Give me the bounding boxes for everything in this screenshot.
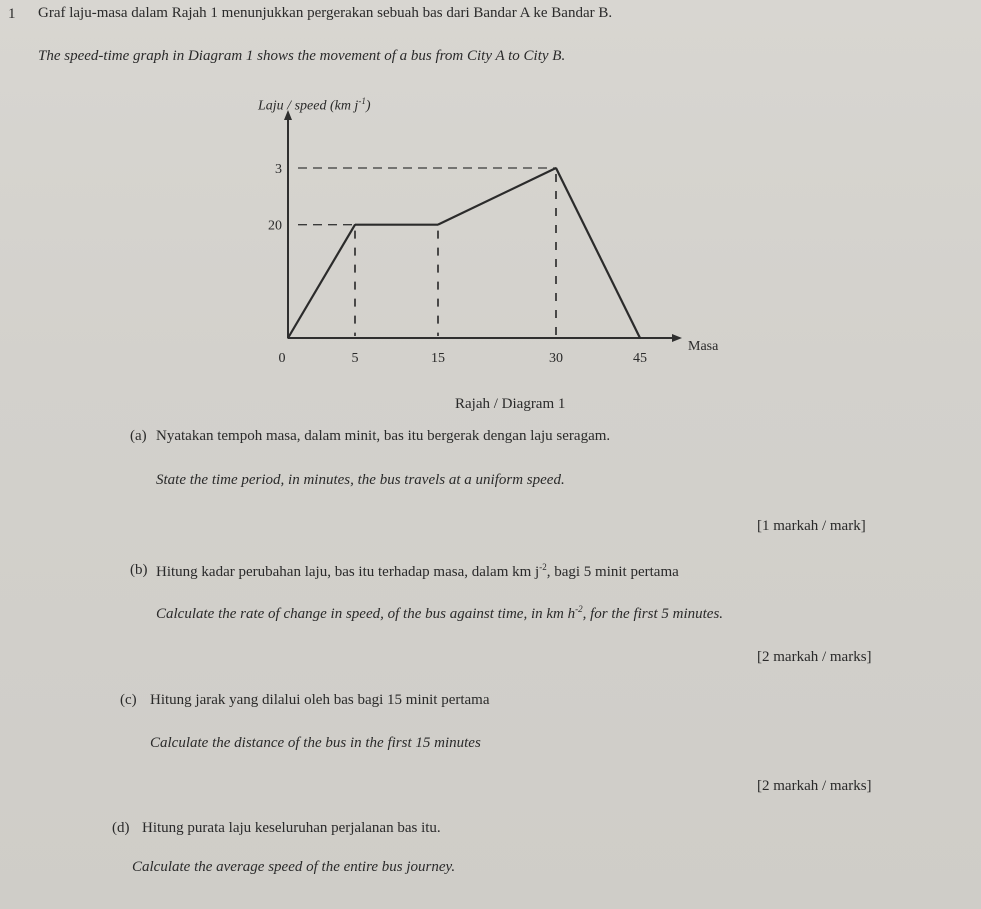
x-tick-label-45: 45 (633, 351, 647, 366)
part-d-malay: Hitung purata laju keseluruhan perjalanan bas itu. (142, 820, 441, 836)
x-tick-label-5: 5 (351, 351, 359, 366)
part-c-malay: Hitung jarak yang dilalui oleh bas bagi 15 minit pertama (150, 692, 490, 708)
part-b-malay-sup: -2 (539, 562, 547, 572)
part-b-label: (b) (130, 562, 148, 578)
part-c-marks: [2 markah / marks] (757, 778, 872, 794)
question-intro-malay: Graf laju-masa dalam Rajah 1 menunjukkan pergerakan sebuah bas dari Bandar A ke Bandar B. (38, 5, 613, 21)
part-c-english: Calculate the distance of the bus in the first 15 minutes (150, 735, 481, 751)
data-point-1 (354, 224, 356, 226)
part-b-english-text: Calculate the rate of change in speed, of the bus against time, in km h (156, 606, 576, 622)
y-axis-label-text: Laju / speed (km j (258, 98, 359, 114)
diagram-caption: Rajah / Diagram 1 (455, 396, 566, 412)
data-point-2 (437, 224, 439, 226)
y-tick-label-3: 3 (275, 162, 282, 177)
part-a-malay: Nyatakan tempoh masa, dalam minit, bas itu bergerak dengan laju seragam. (156, 428, 611, 444)
y-tick-label-20: 20 (268, 218, 282, 234)
series-segment-2 (438, 168, 556, 225)
x-tick-label-15: 15 (431, 351, 445, 366)
data-point-4 (639, 337, 641, 339)
y-axis-label (258, 96, 371, 115)
question-intro-english: The speed-time graph in Diagram 1 shows the movement of a bus from City A to City B. (38, 48, 566, 64)
part-b-malay-text-end: , bagi 5 minit pertama (546, 564, 679, 580)
data-point-0 (287, 337, 289, 339)
part-c-label: (c) (120, 692, 137, 708)
part-d-english: Calculate the average speed of the entire bus journey. (132, 859, 456, 875)
part-b-malay-text: Hitung kadar perubahan laju, bas itu terhadap masa, dalam km j (156, 564, 540, 580)
y-axis-label-close: ) (365, 98, 371, 114)
data-point-3 (555, 167, 557, 169)
part-a-english: State the time period, in minutes, the bus travels at a uniform speed. (156, 472, 565, 488)
x-axis-arrowhead (672, 334, 682, 342)
series-segment-3 (556, 168, 640, 338)
y-axis-label-sup: -1 (358, 96, 366, 106)
part-b-english (156, 604, 723, 623)
part-b-malay (156, 562, 679, 581)
series-segment-0 (288, 225, 355, 338)
x-tick-label-30: 30 (549, 351, 563, 366)
part-b-english-sup: -2 (575, 604, 583, 614)
part-a-marks: [1 markah / mark] (757, 518, 866, 534)
part-a-label: (a) (130, 428, 147, 444)
question-number: 1 (8, 6, 16, 22)
x-tick-label-0: 0 (278, 351, 286, 366)
part-d-label: (d) (112, 820, 130, 836)
part-b-marks: [2 markah / marks] (757, 649, 872, 665)
part-b-english-text-end: , for the first 5 minutes. (582, 606, 724, 622)
x-axis-label: Masa (688, 339, 719, 354)
